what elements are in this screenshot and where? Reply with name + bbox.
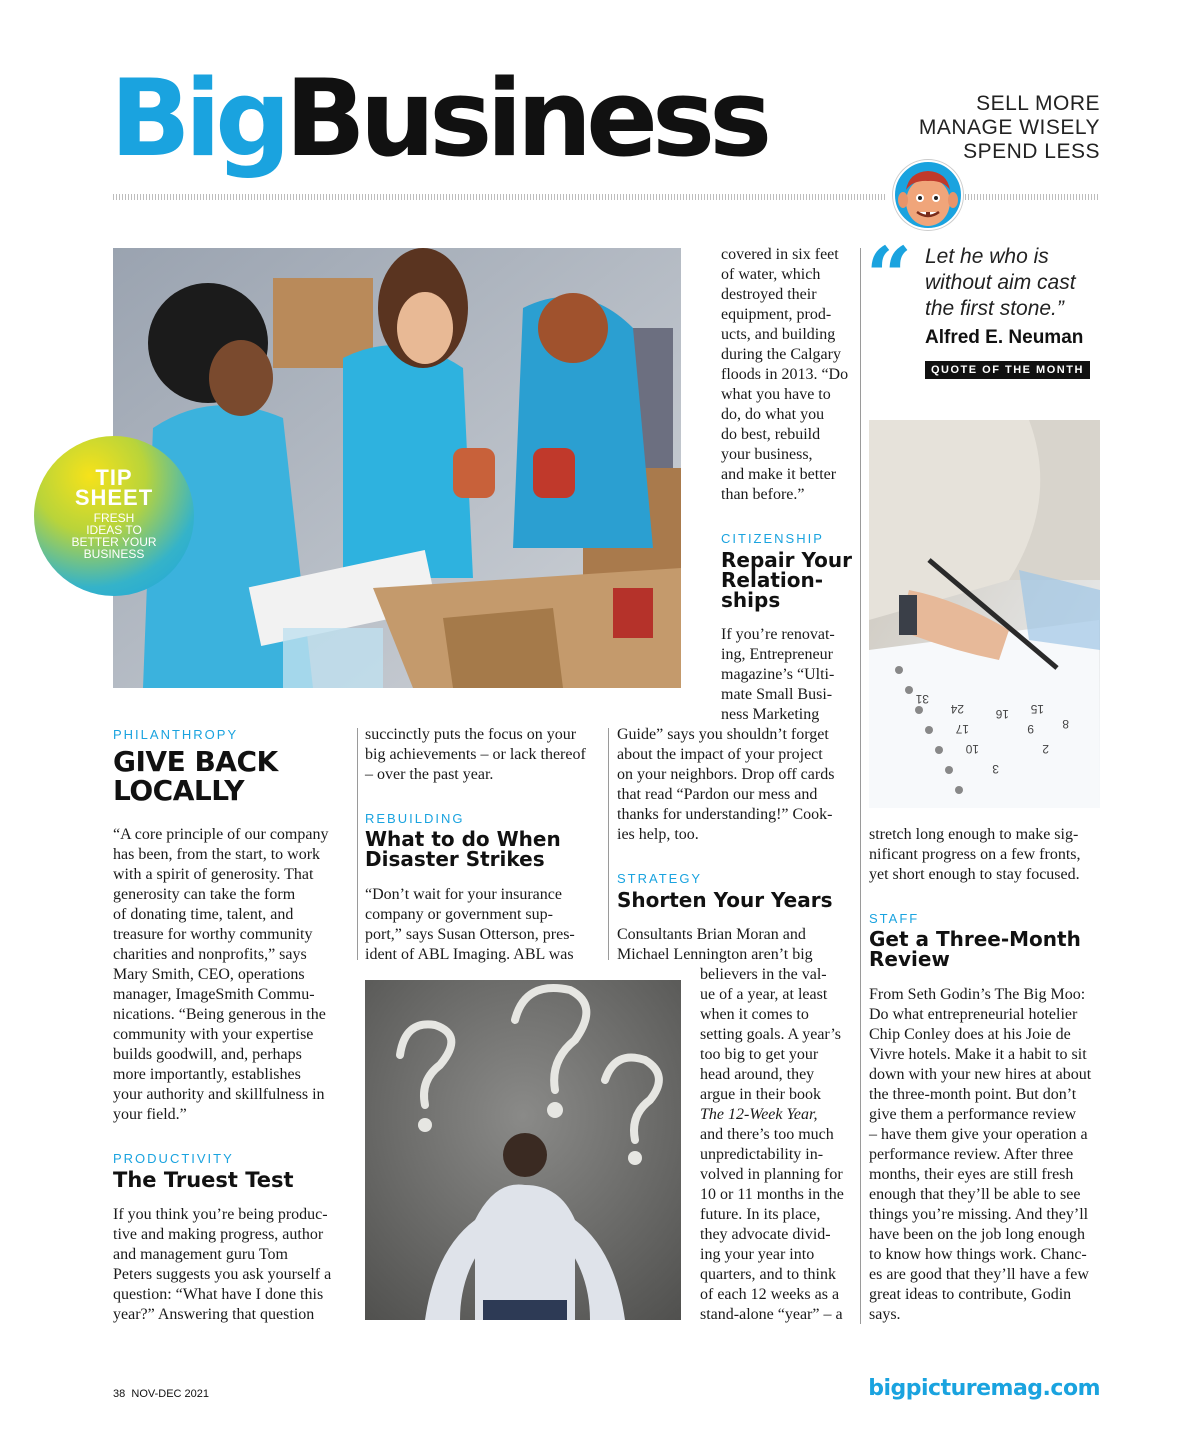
staff-kicker: STAFF <box>869 911 920 926</box>
productivity-kicker: PRODUCTIVITY <box>113 1151 234 1166</box>
quote-line: Let he who is <box>925 245 1049 268</box>
svg-text:9: 9 <box>1027 722 1034 736</box>
tip-title-line: TIP <box>95 465 133 490</box>
philanthropy-heading: GIVE BACK LOCALLY <box>113 745 278 807</box>
strategy-continuation: stretch long enough to make sig- nificant progress on a few fronts, yet short enough to stay focused. <box>869 826 1081 883</box>
citizenship-body-wide: Guide” says you shouldn’t forget about the impact of your project on your neighbors. Drop off cards that read “Pardon our mess and thanks for understanding!” Cook- ies help, too. <box>617 726 835 843</box>
rebuilding-body: “Don’t wait for your insurance company or government sup- port,” says Susan Otterson, pres- ident of ABL Imaging. ABL was <box>365 886 575 963</box>
svg-text:2: 2 <box>1042 742 1049 756</box>
tagline-line: SELL MORE <box>976 92 1100 115</box>
calendar-planning-photo <box>869 420 1100 808</box>
quote-author: Alfred E. Neuman <box>925 327 1084 348</box>
quote-badge: QUOTE OF THE MONTH <box>925 361 1090 379</box>
tip-sheet-badge <box>34 436 194 596</box>
svg-text:15: 15 <box>1030 702 1044 716</box>
column-divider <box>860 248 861 1324</box>
svg-text:31: 31 <box>915 692 929 706</box>
strategy-body-wide: Consultants Brian Moran and Michael Lennington aren’t big <box>617 926 813 963</box>
rebuilding-kicker: REBUILDING <box>365 811 465 826</box>
question-marks-photo <box>365 980 681 1320</box>
strategy-body: believers in the val- ue of a year, at least when it comes to setting goals. A year’s too big to get your head around, they argue in their book The 12-Week Year, and there’s too much unpredictability in- volved in planning for 10 or 11 months in the future. In its place, they advocate divid- ing your year into quarters, and to think of each 12 weeks as a stand-alone “year” – a <box>700 966 844 1323</box>
staff-heading: Get a Three-Month Review <box>869 927 1081 971</box>
productivity-heading: The Truest Test <box>113 1168 294 1192</box>
quote-text <box>925 244 1105 322</box>
tagline-line: MANAGE WISELY <box>918 116 1100 139</box>
citizenship-body: If you’re renovat- ing, Entrepreneur magazine’s “Ulti- mate Small Busi- ness Marketing <box>721 626 835 723</box>
quote-line: without aim cast <box>925 271 1076 294</box>
column-divider <box>608 728 609 960</box>
tip-sub-line: IDEAS TO <box>86 523 142 537</box>
issue-date: NOV-DEC 2021 <box>131 1388 210 1400</box>
svg-text:3: 3 <box>992 762 999 776</box>
tagline <box>919 92 1100 164</box>
masthead-title <box>110 57 767 180</box>
svg-text:17: 17 <box>955 722 969 736</box>
quote-line: the first stone.” <box>925 297 1064 320</box>
volunteers-photo <box>113 248 681 688</box>
tip-sub-line: BETTER YOUR <box>71 535 157 549</box>
alfred-neuman-avatar <box>893 160 963 230</box>
masthead-big: Big <box>110 57 286 180</box>
rebuilding-heading: What to do When Disaster Strikes <box>365 827 561 871</box>
staff-body: From Seth Godin’s The Big Moo: Do what entrepreneurial hotelier Chip Conley does at his Joie de Vivre hotels. Make it a habit to sit down with your new hires at about the three-month point. But don’t give them a performance review – have them give your operation a performance review. After three months, their eyes are still fresh enough that they’ll be able to see things you’re missing. And they’ll have been on the job long enough to know how things work. Chanc- es are good that they’ll have a few great ideas to contribute, Godin says. <box>869 986 1092 1323</box>
site-link[interactable]: bigpicturemag.com <box>868 1376 1100 1401</box>
svg-text:16: 16 <box>995 707 1009 721</box>
strategy-heading: Shorten Your Years <box>617 888 833 912</box>
column-divider <box>357 728 358 960</box>
tagline-line: SPEND LESS <box>963 140 1100 163</box>
tip-sub-line: BUSINESS <box>83 547 145 561</box>
philanthropy-body: “A core principle of our company has been, from the start, to work with a spirit of generosity. That generosity can take the form of donating time, talent, and treasure for worthy community charities and nonprofits,” says Mary Smith, CEO, operations manager, ImageSmith Commu- nications. “Being generous in the community with your expertise builds goodwill, and, perhaps more importantly, establishes your authority and skillfulness in your field.” <box>113 826 329 1123</box>
strategy-kicker: STRATEGY <box>617 871 703 886</box>
quote-mark-icon: “ <box>866 229 913 323</box>
productivity-continuation: succinctly puts the focus on your big achievements – or lack thereof – over the past year. <box>365 726 586 783</box>
tip-sub-line: FRESH <box>93 511 135 525</box>
page-number: 38 <box>113 1388 126 1400</box>
citizenship-kicker: CITIZENSHIP <box>721 531 824 546</box>
citizenship-heading: Repair Your Relation- ships <box>721 548 852 612</box>
page-footer-left <box>113 1388 209 1400</box>
philanthropy-kicker: PHILANTHROPY <box>113 727 239 742</box>
productivity-body: If you think you’re being produc- tive and making progress, author and management guru Tom Peters suggests you ask yourself a question: “What have I done this year?” Answering that question <box>113 1206 332 1323</box>
tip-title-line: SHEET <box>74 485 154 510</box>
svg-text:10: 10 <box>965 742 979 756</box>
article-continuation: covered in six feet of water, which destroyed their equipment, prod- ucts, and building during the Calgary floods in 2013. “Do what you have to do, do what you do best, rebuild your business, and make it better than before.” <box>721 246 849 503</box>
svg-text:8: 8 <box>1062 717 1069 731</box>
svg-text:24: 24 <box>950 702 964 716</box>
masthead-business: Business <box>285 57 767 180</box>
